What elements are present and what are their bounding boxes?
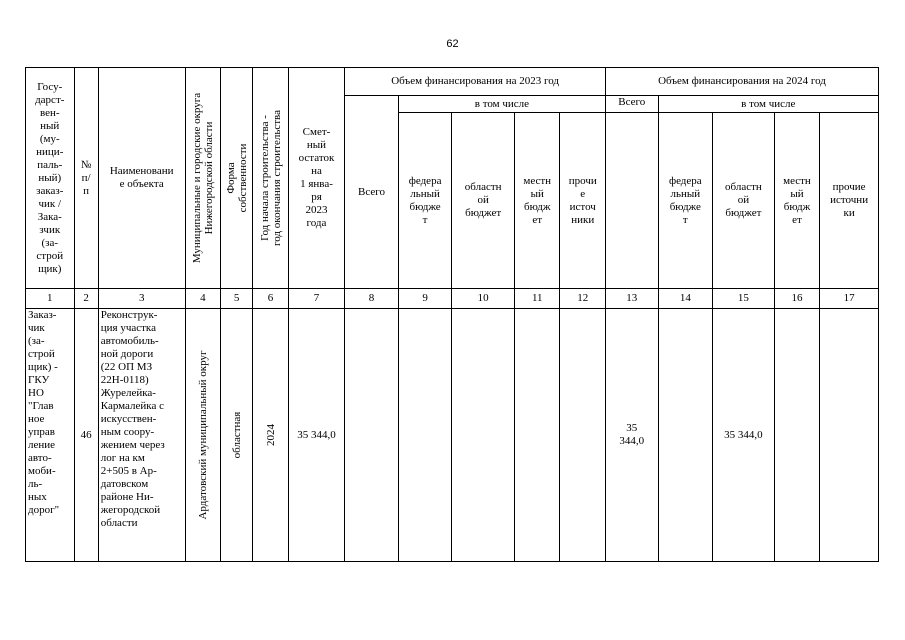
header-customer: Госу- дарст- вен- ный (му- ници- паль- ный) заказ- чик / Зака- зчик (за- строй щик)	[26, 68, 75, 289]
row-total-2023	[345, 309, 399, 562]
row-regional-2024: 35 344,0	[713, 309, 775, 562]
row-customer: Заказ- чик (за- строй щик) - ГКУ НО "Глав ное управ ление авто- моби- ль- ных дорог"	[26, 309, 75, 562]
header-districts: Муниципальные и городские округа Нижегородской области	[185, 68, 220, 289]
row-object-name: Реконструк- ция участка автомобиль- ной дороги (22 ОП МЗ 22Н-0118) Журелейка- Кармалейка с искусствен- ным соору- жением через лог на км 2+505 в Ар- датовском районе Ни- жегородской области	[98, 309, 185, 562]
row-local-2024	[774, 309, 819, 562]
header-object-name: Наименовани е объекта	[98, 68, 185, 289]
col-number: 2	[74, 289, 98, 309]
header-incl-2023: в том числе	[398, 96, 605, 113]
header-fin-2023: Объем финансирования на 2023 год	[345, 68, 606, 96]
col-number: 9	[398, 289, 452, 309]
col-number: 16	[774, 289, 819, 309]
header-row-1	[26, 68, 879, 96]
financing-table	[25, 67, 879, 562]
col-number: 14	[658, 289, 713, 309]
header-ownership: Форма собственности	[221, 68, 253, 289]
col-number: 11	[515, 289, 560, 309]
row-district: Ардатовский муниципальный округ	[185, 309, 220, 562]
header-local-2023: местн ый бюдж ет	[515, 113, 560, 289]
header-regional-2023: областн ой бюджет	[452, 113, 515, 289]
col-number: 15	[713, 289, 775, 309]
col-number: 17	[820, 289, 879, 309]
header-total-2024: Всего	[606, 96, 659, 113]
header-estimate: Смет- ный остаток на 1 янва- ря 2023 года	[288, 68, 345, 289]
col-number: 8	[345, 289, 399, 309]
row-total-2024: 35 344,0	[606, 309, 659, 562]
col-number: 1	[26, 289, 75, 309]
row-ownership: областная	[221, 309, 253, 562]
header-other-2024: прочие источни ки	[820, 113, 879, 289]
header-regional-2024: областн ой бюджет	[713, 113, 775, 289]
header-total-2023: Всего	[345, 96, 399, 289]
header-years: Год начала строительства - год окончания строительства	[253, 68, 288, 289]
header-incl-2024: в том числе	[658, 96, 878, 113]
col-number: 13	[606, 289, 659, 309]
header-federal-2023: федера льный бюдже т	[398, 113, 452, 289]
row-year: 2024	[253, 309, 288, 562]
row-local-2023	[515, 309, 560, 562]
header-num: № п/ п	[74, 68, 98, 289]
col-number: 12	[560, 289, 606, 309]
row-num: 46	[74, 309, 98, 562]
header-local-2024: местн ый бюдж ет	[774, 113, 819, 289]
table-row	[26, 309, 879, 562]
col-number: 6	[253, 289, 288, 309]
row-federal-2024	[658, 309, 713, 562]
header-total-2024-blank	[606, 113, 659, 289]
page-number: 62	[446, 38, 459, 50]
row-estimate: 35 344,0	[288, 309, 345, 562]
header-fin-2024: Объем финансирования на 2024 год	[606, 68, 879, 96]
row-other-2024	[820, 309, 879, 562]
header-federal-2024: федера льный бюдже т	[658, 113, 713, 289]
col-number: 10	[452, 289, 515, 309]
row-other-2023	[560, 309, 606, 562]
header-other-2023: прочи е источ ники	[560, 113, 606, 289]
row-regional-2023	[452, 309, 515, 562]
col-number: 4	[185, 289, 220, 309]
row-federal-2023	[398, 309, 452, 562]
col-number: 5	[221, 289, 253, 309]
col-number: 3	[98, 289, 185, 309]
column-numbers-row	[26, 289, 879, 309]
col-number: 7	[288, 289, 345, 309]
